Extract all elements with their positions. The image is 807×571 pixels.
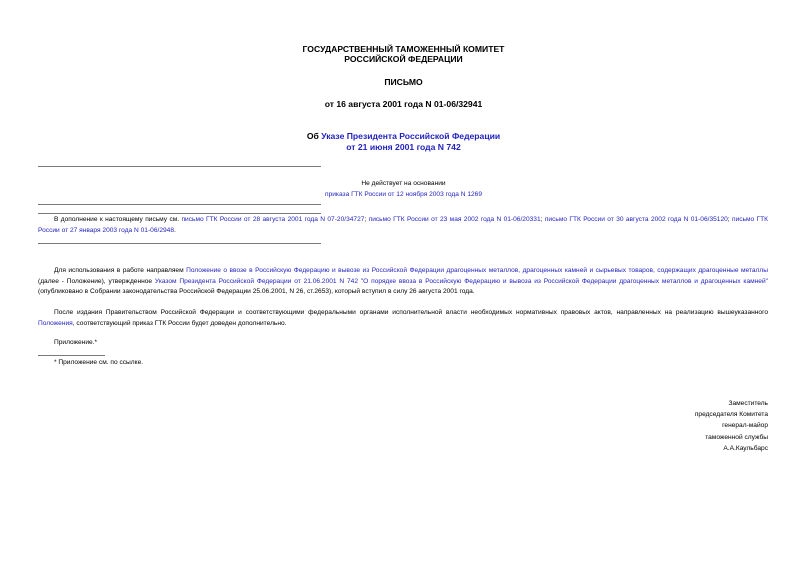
divider [38,213,321,214]
doc-subject-line2 [0,142,807,152]
p2-text-b: , соответствующий приказ ГТК России будет доведен дополнительно. [72,319,287,327]
addendum-link-4[interactable]: письмо ГТК России от 27 января 2003 года N 01-06/2948 [38,216,768,234]
signature-title-2: председателя Комитета [694,411,768,419]
addendum-link-3[interactable]: письмо ГТК России от 30 августа 2002 года N 01-06/35120 [544,216,728,223]
p1-text-c: (опубликовано в Собрании законодательства Российской Федерации 25.06.2001, N 26, ст.2653), который вступил в силу 26 августа 2001 года. [38,288,475,295]
regulation-link-2[interactable]: Положения [38,319,73,327]
p1-text-a: Для использования в работе направляем [54,267,187,274]
divider [38,243,321,244]
subject-link-line2[interactable]: от 21 июня 2001 года N 742 [346,142,461,152]
org-name-line2: РОССИЙСКОЙ ФЕДЕРАЦИИ [344,54,463,64]
p1-text-b: (далее - Положение), утвержденное [38,277,155,285]
decree-link[interactable]: Указом Президента Российской Федерации от 21.06.2001 N 742 "О порядке ввоза в Российскую Федерацию и вывоза из Российской Федерации драгоценных металлов и драгоценных камней" [154,277,768,285]
status-link[interactable]: приказа ГТК России от 12 ноября 2003 года N 1269 [325,191,482,198]
body-paragraph-1 [38,266,768,298]
addendum-sep: ; [540,216,545,223]
doc-type: ПИСЬМО [384,77,423,87]
footnote: * Приложение см. по ссылке. [54,359,144,366]
regulation-link[interactable]: Положение о ввозе в Российскую Федерацию и вывозе из Российской Федерации драгоценных металлов, драгоценных камней и сырьевых товаров, содержащих драгоценные металлы [186,267,768,274]
signature-name: А.А.Каульбарс [723,444,768,452]
subject-prefix: Об [306,131,322,141]
org-name-line1: ГОСУДАРСТВЕННЫЙ ТАМОЖЕННЫЙ КОМИТЕТ [302,44,505,54]
subject-link-line1[interactable]: Указе Президента Российской Федерации [321,131,501,141]
attachment-label: Приложение.* [54,339,98,346]
signature-title-3: генерал-майор [722,422,768,430]
addendum-sep: ; [364,216,369,223]
status-note: Не действует на основании [361,180,446,187]
addendum-sep: ; [727,216,732,223]
addendum-suffix: . [174,226,176,234]
divider [38,204,321,205]
addendum-link-1[interactable]: письмо ГТК России от 28 августа 2001 года N 07-20/34727 [181,216,365,223]
footnote-divider [38,355,105,356]
body-paragraph-2 [38,308,768,329]
divider [38,166,321,167]
addendum-link-2[interactable]: письмо ГТК России от 23 мая 2002 года N 01-06/20331 [368,216,541,223]
addendum-note [38,215,768,236]
p2-text-a: После издания Правительством Российской Федерации и соответствующими федеральными органами исполнительной власти необходимых нормативных правовых актов, направленных на реализацию вышеуказанного [54,309,768,316]
signature-title-4: таможенной службы [705,433,768,441]
signature-block [568,398,768,454]
doc-subject [0,131,807,141]
addendum-prefix: В дополнение к настоящему письму см. [54,216,182,223]
signature-title-1: Заместитель [728,400,768,407]
doc-date: от 16 августа 2001 года N 01-06/32941 [324,99,483,109]
status-note-link-row [0,190,807,200]
